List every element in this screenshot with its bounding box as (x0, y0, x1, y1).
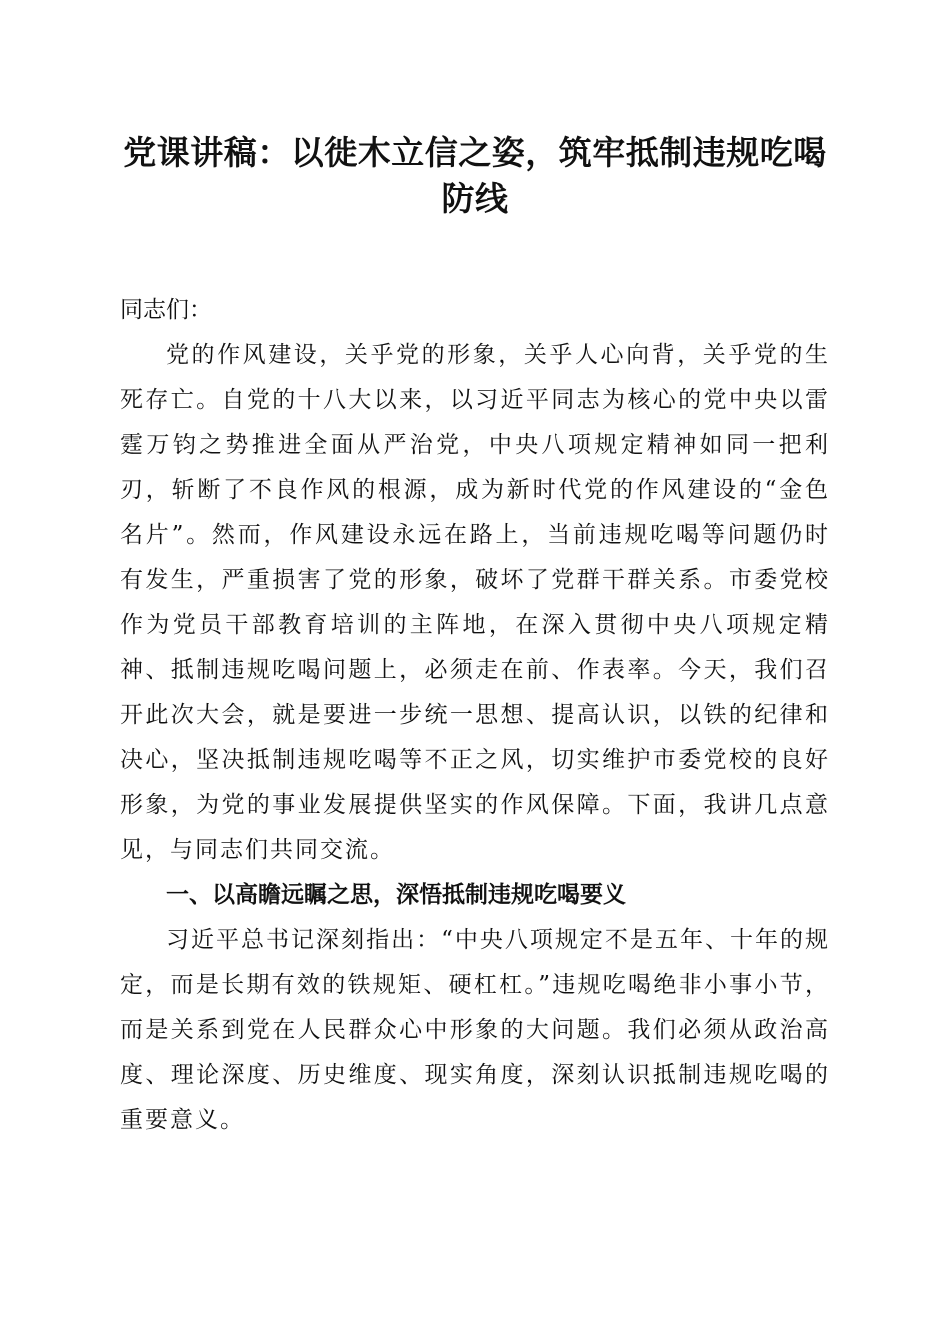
document-title: 党课讲稿：以徙木立信之姿，筑牢抵制违规吃喝防线 (123, 133, 827, 218)
intro-paragraph: 党的作风建设，关乎党的形象，关乎人心向背，关乎党的生死存亡。自党的十八大以来，以习近平同志为核心的党中央以雷霆万钧之势推进全面从严治党，中央八项规定精神如同一把利刃，斩断了不良作风的根源，成为新时代党的作风建设的“金色名片”。然而，作风建设永远在路上，当前违规吃喝等问题仍时有发生，严重损害了党的形象，破坏了党群干群关系。市委党校作为党员干部教育培训的主阵地，在深入贯彻中央八项规定精神、抵制违规吃喝问题上，必须走在前、作表率。今天，我们召开此次大会，就是要进一步统一思想、提高认识，以铁的纪律和决心，坚决抵制违规吃喝等不正之风，切实维护市委党校的良好形象，为党的事业发展提供坚实的作风保障。下面，我讲几点意见，与同志们共同交流。 (120, 342, 830, 863)
section-paragraph: 习近平总书记深刻指出：“中央八项规定不是五年、十年的规定，而是长期有效的铁规矩、硬杠杠。”违规吃喝绝非小事小节，而是关系到党在人民群众心中形象的大问题。我们必须从政治高度、理论深度、历史维度、现实角度，深刻认识抵制违规吃喝的重要意义。 (120, 927, 830, 1133)
section-heading: 一、以高瞻远瞩之思，深悟抵制违规吃喝要义 (166, 882, 626, 908)
document-page (120, 130, 830, 1143)
salutation: 同志们： (120, 297, 212, 323)
